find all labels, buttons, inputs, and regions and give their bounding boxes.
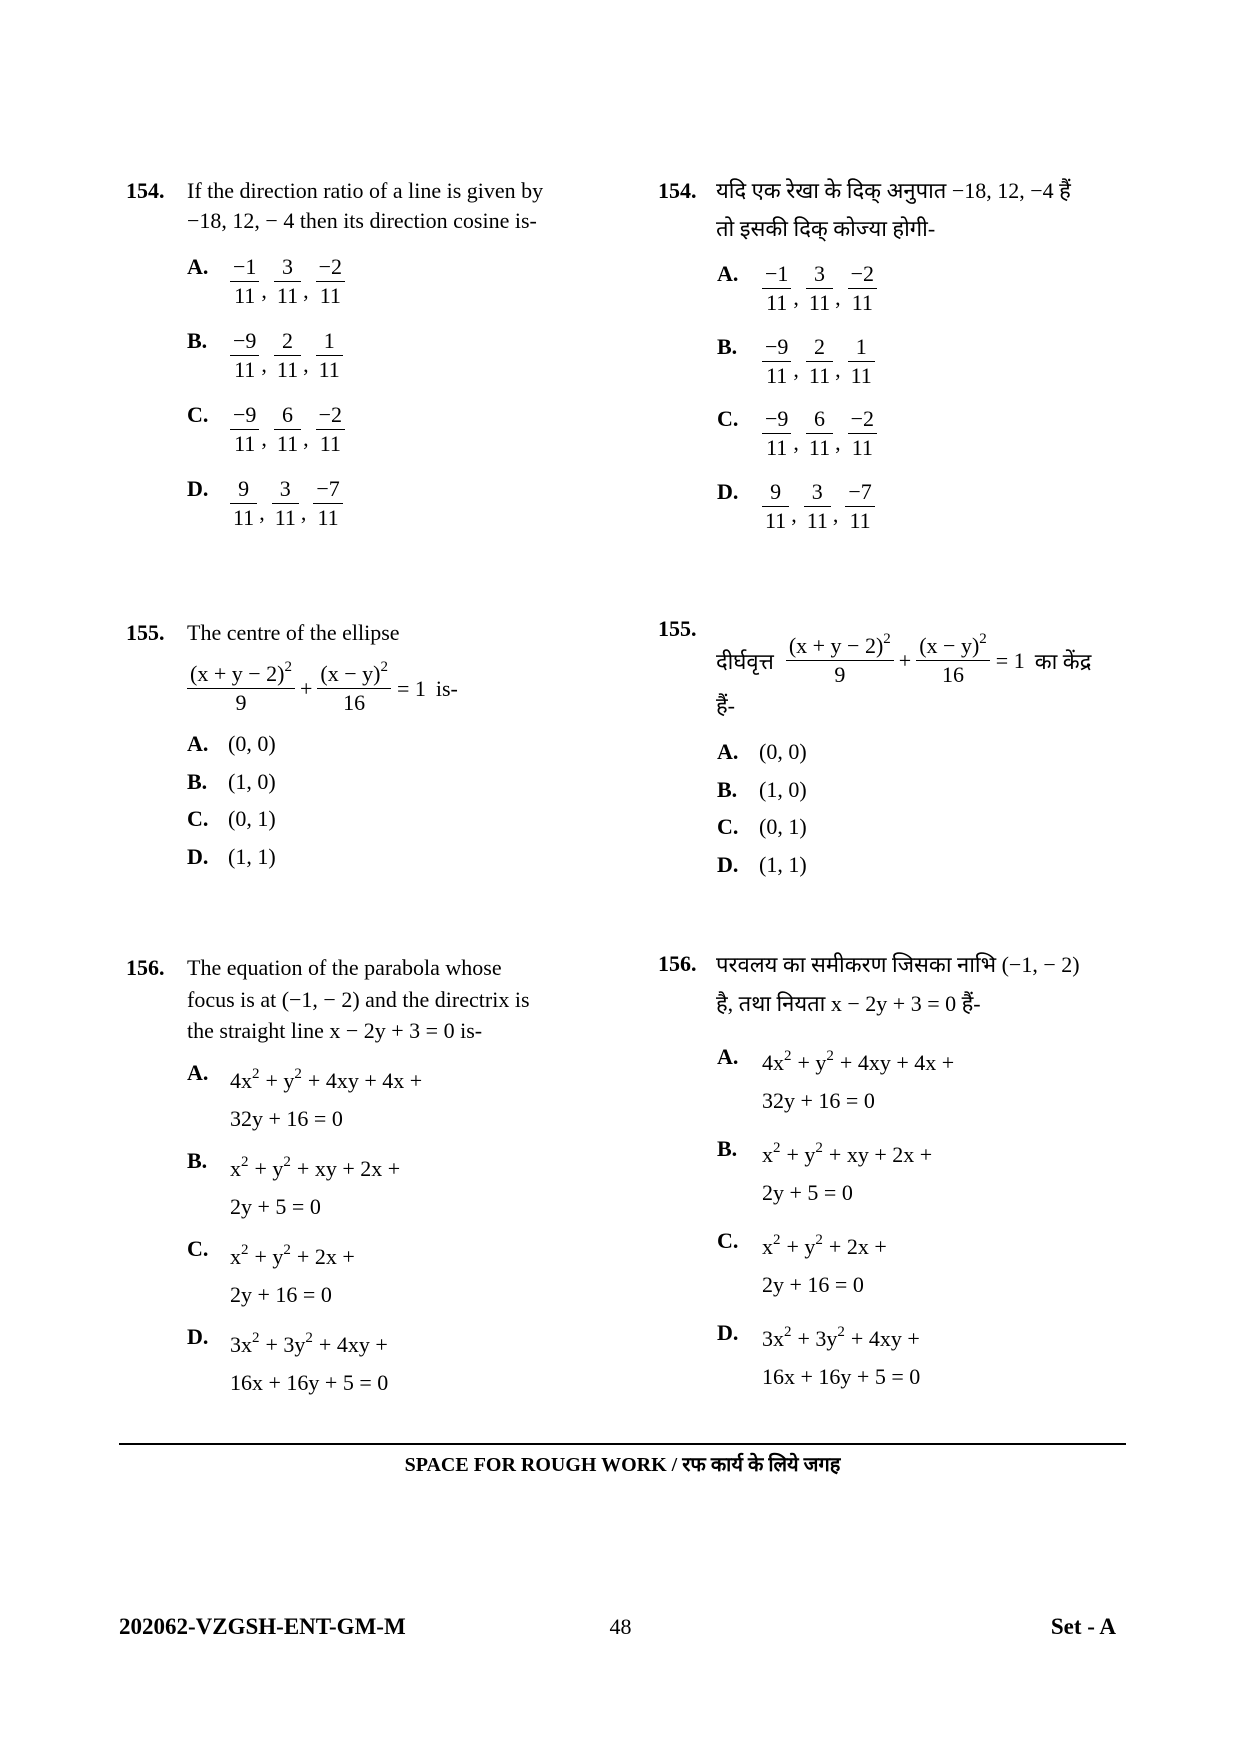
comma-separator: ,	[835, 429, 841, 455]
fraction	[916, 632, 990, 689]
option-fractions	[762, 405, 877, 462]
fraction	[762, 333, 791, 390]
option-value: (1, 1)	[759, 851, 807, 877]
option-value: (1, 1)	[228, 843, 276, 869]
denominator: 11	[276, 357, 299, 382]
comma-separator: ,	[793, 357, 799, 382]
option-value: (0, 1)	[228, 806, 276, 832]
comma-separator: ,	[793, 284, 799, 310]
expression-term: + 3y	[797, 1326, 838, 1351]
numerator: −1	[230, 253, 259, 282]
exponent: 2	[380, 659, 388, 675]
numerator	[317, 660, 391, 689]
exponent: 2	[305, 1330, 313, 1346]
option-value: (0, 1)	[759, 814, 807, 840]
question-stem-hindi	[716, 172, 1116, 248]
option-value: (0, 0)	[759, 739, 807, 764]
denominator: 11	[766, 362, 788, 388]
option-c	[187, 1234, 422, 1314]
denominator: 16	[942, 662, 964, 687]
option-expression	[762, 1226, 887, 1304]
fraction	[762, 260, 791, 317]
option-fractions	[230, 475, 343, 532]
page-number: 48	[609, 1614, 632, 1639]
exponent: 2	[283, 1242, 291, 1258]
denominator: 11	[234, 357, 256, 382]
option-label: A.	[717, 1044, 739, 1069]
numerator	[786, 632, 894, 661]
option-d	[187, 475, 345, 532]
stem-line: हैं-	[716, 693, 736, 718]
exponent: 2	[283, 1154, 291, 1170]
numerator: 2	[806, 333, 833, 362]
option-label: B.	[717, 333, 738, 359]
plus-operator: +	[299, 675, 313, 701]
fraction	[274, 253, 301, 310]
option-label: B.	[717, 1136, 738, 1161]
denominator: 11	[808, 362, 831, 388]
numerator: 6	[274, 401, 301, 430]
fraction	[317, 660, 391, 717]
fraction	[786, 632, 894, 689]
option-label: B.	[187, 1148, 208, 1173]
fraction	[806, 333, 833, 390]
denominator: 9	[235, 690, 247, 715]
exponent: 2	[826, 1048, 834, 1064]
stem-line: परवलय का समीकरण जिसका नाभि (−1, − 2)	[716, 952, 1080, 977]
exponent: 2	[883, 631, 891, 647]
exponent: 2	[241, 1242, 249, 1258]
option-b	[717, 771, 807, 809]
fraction	[230, 401, 259, 458]
expression-term: x	[762, 1234, 773, 1259]
comma-separator: ,	[835, 284, 841, 310]
exponent: 2	[784, 1048, 792, 1064]
denominator: 11	[234, 431, 256, 456]
option-label: D.	[717, 851, 739, 877]
fraction	[762, 405, 791, 462]
denominator: 11	[274, 505, 296, 530]
denominator: 11	[808, 435, 831, 460]
options-list	[187, 253, 345, 549]
comma-separator: ,	[261, 277, 267, 303]
option-label: C.	[717, 406, 739, 431]
option-fractions	[230, 253, 345, 310]
fraction	[316, 401, 345, 458]
question-number: 154.	[126, 178, 165, 203]
rough-work-label: SPACE FOR ROUGH WORK / रफ कार्य के लिये जगह	[404, 1454, 841, 1476]
denominator: 9	[834, 662, 846, 687]
option-label: A.	[717, 261, 739, 286]
stem-line: यदि एक रेखा के दिक् अनुपात −18, 12, −4 हैं	[716, 178, 1071, 203]
option-fractions	[762, 478, 875, 535]
expression-term: 4x	[230, 1068, 252, 1093]
expression-line-2: 32y + 16 = 0	[762, 1088, 875, 1113]
expression-term: + 4xy +	[318, 1332, 388, 1357]
numerator: 3	[272, 475, 299, 504]
expression-term: + y	[265, 1068, 295, 1093]
stem-line: तो इसकी दिक् कोज्या होगी-	[716, 216, 936, 241]
option-d	[717, 478, 877, 535]
option-d	[187, 838, 276, 876]
option-label: A.	[717, 739, 739, 764]
expression-term: + 3y	[265, 1332, 306, 1357]
option-expression	[762, 1134, 932, 1212]
expression-line-1	[230, 1326, 388, 1364]
option-a	[187, 725, 276, 763]
numerator: 6	[806, 405, 833, 434]
expression-term: + 4xy +	[850, 1326, 920, 1351]
question-number: 156.	[658, 951, 697, 976]
exponent: 2	[979, 631, 987, 647]
exponent: 2	[837, 1324, 845, 1340]
option-value: (0, 0)	[228, 731, 276, 756]
question-stem-hindi	[716, 687, 1116, 725]
option-label: D.	[187, 1324, 209, 1349]
numerator: −7	[845, 478, 874, 507]
paper-code: 202062-VZGSH-ENT-GM-M	[119, 1614, 406, 1639]
denominator: 16	[343, 690, 366, 715]
option-value: (1, 0)	[228, 768, 276, 794]
options-list	[717, 260, 877, 550]
question-stem-hindi	[716, 945, 1116, 1023]
option-label: D.	[717, 1320, 739, 1345]
stem-line: focus is at (−1, − 2) and the directrix is	[187, 986, 530, 1012]
set-label: Set - A	[1050, 1614, 1116, 1639]
expression-line-2: 2y + 5 = 0	[230, 1194, 321, 1219]
numerator-term: (x − y)	[919, 633, 980, 658]
expression-line-1	[230, 1062, 422, 1100]
question-number: 155.	[658, 616, 697, 641]
option-expression	[230, 1146, 400, 1226]
exponent: 2	[773, 1232, 781, 1248]
expression-term: 3x	[762, 1326, 784, 1351]
numerator: −2	[848, 405, 877, 434]
expression-line-2: 2y + 16 = 0	[762, 1272, 864, 1297]
option-a	[717, 733, 807, 771]
fraction	[762, 478, 789, 535]
denominator: 11	[276, 283, 299, 308]
fraction	[230, 327, 259, 384]
option-label: B.	[187, 768, 208, 794]
comma-separator: ,	[303, 425, 309, 451]
expression-line-2: 2y + 16 = 0	[230, 1282, 332, 1307]
option-fractions	[762, 260, 877, 317]
options-list	[187, 1058, 422, 1410]
expression-line-1	[762, 1044, 954, 1082]
denominator: 11	[850, 362, 872, 388]
option-c	[187, 401, 345, 458]
expression-term: + y	[786, 1142, 816, 1167]
stem-line: The centre of the ellipse	[187, 620, 400, 645]
numerator: 1	[316, 327, 343, 356]
option-expression	[762, 1042, 954, 1120]
numerator-term: (x − y)	[320, 661, 381, 686]
expression-line-2: 16x + 16y + 5 = 0	[762, 1364, 921, 1389]
option-label: B.	[717, 776, 738, 802]
option-expression	[230, 1058, 422, 1138]
stem-line: −18, 12, − 4 then its direction cosine is-	[187, 208, 537, 233]
option-fractions	[230, 401, 345, 458]
denominator: 11	[317, 505, 339, 530]
denominator: 11	[765, 507, 787, 533]
exponent: 2	[294, 1066, 302, 1082]
option-expression	[230, 1322, 388, 1402]
comma-separator: ,	[259, 499, 265, 525]
stem-prefix: दीर्घवृत्त	[716, 648, 774, 674]
option-label: C.	[717, 1228, 739, 1253]
numerator: −9	[230, 327, 259, 356]
expression-term: + y	[254, 1244, 284, 1269]
option-fractions	[230, 327, 343, 384]
denominator: 11	[234, 283, 256, 308]
question-stem-english	[187, 176, 617, 236]
fraction	[804, 478, 831, 535]
expression-line-2: 16x + 16y + 5 = 0	[230, 1370, 389, 1395]
fraction	[806, 405, 833, 462]
equation-rhs: = 1	[396, 675, 426, 701]
expression-line-1	[230, 1150, 400, 1188]
comma-separator: ,	[835, 357, 841, 382]
equation-rhs: = 1	[995, 647, 1025, 673]
options-list	[717, 733, 807, 883]
comma-separator: ,	[793, 429, 799, 455]
expression-term: + 2x +	[296, 1244, 355, 1269]
expression-term: + xy + 2x +	[828, 1142, 933, 1167]
numerator-term: (x + y − 2)	[788, 633, 884, 658]
option-label: C.	[187, 806, 209, 832]
option-b	[187, 327, 345, 384]
numerator: 2	[274, 327, 301, 356]
expression-term: x	[230, 1244, 241, 1269]
comma-separator: ,	[261, 351, 267, 377]
expression-term: + 2x +	[828, 1234, 887, 1259]
denominator: 11	[851, 290, 873, 315]
expression-term: x	[230, 1156, 241, 1181]
option-label: C.	[187, 402, 209, 427]
option-value: (1, 0)	[759, 776, 807, 802]
fraction	[848, 333, 875, 390]
numerator: 3	[804, 478, 831, 507]
expression-term: + 4xy + 4x +	[839, 1050, 955, 1075]
denominator: 11	[318, 357, 340, 382]
exponent: 2	[815, 1140, 823, 1156]
numerator: −7	[313, 475, 342, 504]
denominator: 11	[319, 283, 341, 308]
comma-separator: ,	[832, 502, 839, 527]
question-stem-english	[187, 618, 617, 648]
option-b	[187, 1146, 422, 1226]
fraction	[274, 401, 301, 458]
exponent: 2	[252, 1066, 260, 1082]
options-list	[187, 725, 276, 875]
option-b	[187, 763, 276, 801]
numerator	[187, 660, 295, 689]
fraction	[230, 475, 257, 532]
fraction	[316, 253, 345, 310]
fraction	[274, 327, 301, 384]
numerator: 9	[230, 475, 257, 504]
option-label: A.	[187, 731, 209, 756]
option-label: B.	[187, 328, 208, 353]
option-expression	[762, 1318, 920, 1396]
divider-line	[119, 1443, 1126, 1445]
numerator: 3	[274, 253, 301, 282]
expression-line-1	[230, 1238, 355, 1276]
ellipse-equation	[187, 660, 458, 717]
comma-separator: ,	[300, 499, 307, 525]
numerator: −9	[762, 333, 791, 362]
denominator: 11	[233, 505, 255, 530]
exponent: 2	[773, 1140, 781, 1156]
stem-suffix: is-	[435, 675, 458, 701]
stem-line: the straight line x − 2y + 3 = 0 is-	[187, 1018, 483, 1043]
fraction	[316, 327, 343, 384]
denominator: 11	[849, 507, 871, 533]
option-a	[187, 1058, 422, 1138]
question-number: 156.	[126, 955, 165, 980]
numerator: 3	[806, 260, 833, 289]
numerator: −9	[230, 401, 259, 430]
comma-separator: ,	[791, 502, 797, 527]
question-stem-english	[187, 952, 617, 1047]
fraction	[845, 478, 874, 535]
numerator	[916, 632, 990, 661]
expression-term: + 4xy + 4x +	[307, 1068, 423, 1093]
exponent: 2	[284, 659, 292, 675]
expression-line-1	[762, 1136, 932, 1174]
option-b	[717, 1134, 954, 1212]
option-a	[187, 253, 345, 310]
option-label: D.	[187, 476, 209, 501]
denominator: 11	[276, 431, 299, 456]
stem-line: The equation of the parabola whose	[187, 955, 502, 980]
option-label: D.	[187, 843, 209, 869]
exponent: 2	[784, 1324, 792, 1340]
expression-term: 4x	[762, 1050, 784, 1075]
fraction	[272, 475, 299, 532]
denominator: 11	[808, 290, 831, 315]
option-a	[717, 1042, 954, 1120]
expression-term: + y	[786, 1234, 816, 1259]
option-label: A.	[187, 1060, 209, 1085]
options-list	[717, 1042, 954, 1410]
option-d	[187, 1322, 422, 1402]
expression-term: + xy + 2x +	[296, 1156, 401, 1181]
numerator-term: (x + y − 2)	[190, 661, 285, 686]
option-fractions	[762, 333, 875, 390]
option-d	[717, 1318, 954, 1396]
option-c	[187, 800, 276, 838]
numerator: −9	[762, 405, 791, 434]
exponent: 2	[252, 1330, 260, 1346]
fraction	[187, 660, 295, 717]
option-c	[717, 808, 807, 846]
expression-line-2: 32y + 16 = 0	[230, 1106, 343, 1131]
question-number: 154.	[658, 178, 697, 203]
expression-term: 3x	[230, 1332, 252, 1357]
option-label: D.	[717, 478, 739, 504]
denominator: 11	[766, 290, 788, 315]
comma-separator: ,	[303, 351, 309, 377]
numerator: −2	[316, 253, 345, 282]
option-d	[717, 846, 807, 884]
denominator: 11	[806, 507, 828, 533]
option-label: C.	[187, 1236, 209, 1261]
stem-line: If the direction ratio of a line is given by	[187, 178, 544, 203]
option-a	[717, 260, 877, 317]
numerator: 1	[848, 333, 875, 362]
question-number: 155.	[126, 620, 165, 645]
option-c	[717, 405, 877, 462]
option-label: A.	[187, 254, 209, 279]
option-label: C.	[717, 814, 739, 840]
expression-term: + y	[797, 1050, 827, 1075]
comma-separator: ,	[261, 425, 267, 451]
denominator: 11	[766, 435, 788, 460]
exponent: 2	[815, 1232, 823, 1248]
exponent: 2	[241, 1154, 249, 1170]
expression-term: + y	[254, 1156, 284, 1181]
option-c	[717, 1226, 954, 1304]
ellipse-equation	[716, 632, 1091, 689]
fraction	[848, 405, 877, 462]
numerator: −2	[848, 260, 877, 289]
stem-line: है, तथा नियता x − 2y + 3 = 0 हैं-	[716, 991, 981, 1016]
option-expression	[230, 1234, 355, 1314]
numerator: −2	[316, 401, 345, 430]
expression-line-1	[762, 1320, 920, 1358]
fraction	[848, 260, 877, 317]
expression-line-1	[762, 1228, 887, 1266]
denominator: 11	[319, 431, 341, 456]
denominator: 11	[851, 435, 873, 460]
plus-operator: +	[898, 647, 912, 673]
comma-separator: ,	[303, 277, 309, 303]
stem-suffix: का केंद्र	[1034, 648, 1092, 674]
fraction	[806, 260, 833, 317]
expression-line-2: 2y + 5 = 0	[762, 1180, 853, 1205]
option-b	[717, 333, 877, 390]
expression-term: x	[762, 1142, 773, 1167]
numerator: −1	[762, 260, 791, 289]
fraction	[313, 475, 342, 532]
numerator: 9	[762, 478, 789, 507]
fraction	[230, 253, 259, 310]
